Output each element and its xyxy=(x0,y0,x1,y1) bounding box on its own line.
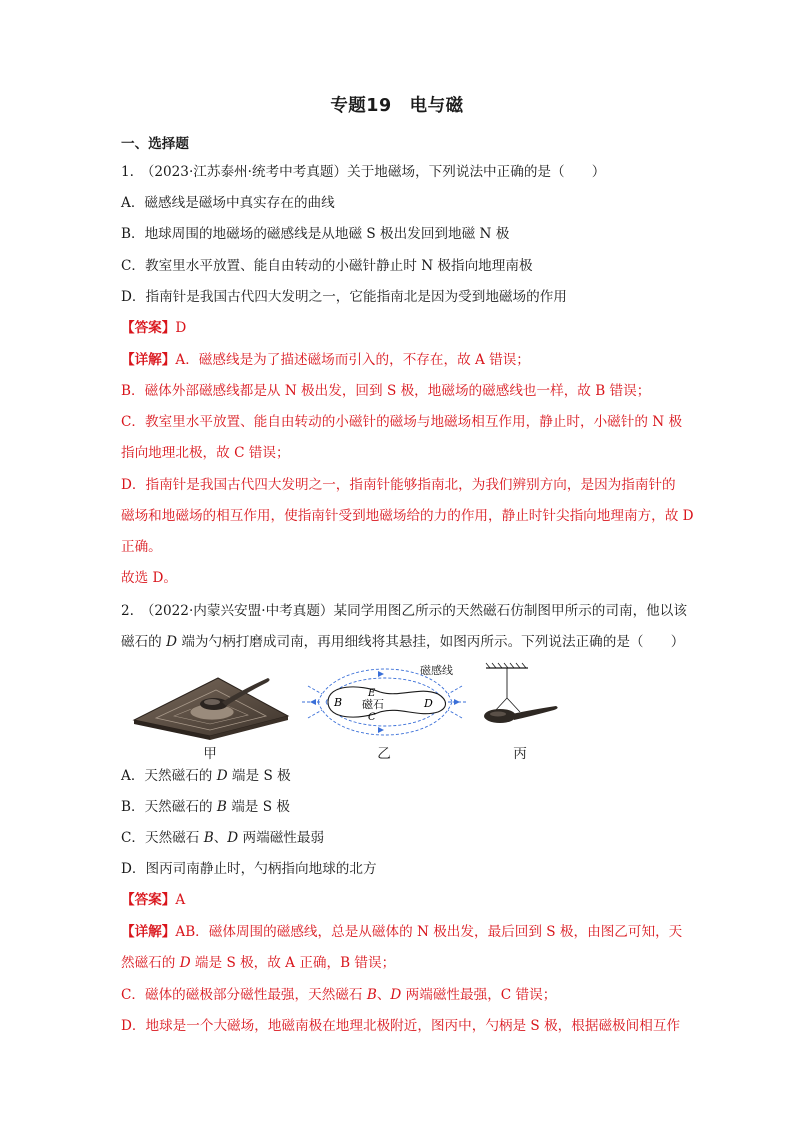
q2-detail-line-2 xyxy=(121,953,395,973)
q2-option-c-post: 两端磁性最弱 xyxy=(238,830,325,846)
figure-jia-sinan xyxy=(126,660,294,742)
q2-detail2-b: 端是 S 极，故 A 正确，B 错误； xyxy=(190,955,396,971)
q1-detail-line-4: 指向地理北极，故 C 错误； xyxy=(121,445,290,461)
q1-option-c: C．教室里水平放置、能自由转动的小磁针静止时 N 极指向地理南极 xyxy=(121,258,533,274)
q2-answer-value: A xyxy=(175,892,186,908)
q2-detail-text-1: AB．磁体周围的磁感线，总是从磁体的 N 极出发，最后回到 S 极，由图乙可知，天 xyxy=(175,924,683,940)
q2-option-a xyxy=(121,766,291,786)
q2-option-c-mid: 、 xyxy=(213,830,228,846)
q1-detail-line-3: C．教室里水平放置、能自由转动的小磁针的磁场与地磁场相互作用，静止时，小磁针的 N 极 xyxy=(121,414,683,430)
q1-detail-tag: 【详解】 xyxy=(121,352,176,368)
q2-option-b-var: B xyxy=(216,799,227,815)
q1-option-d: D．指南针是我国古代四大发明之一，它能指南北是因为受到地磁场的作用 xyxy=(121,289,567,305)
q1-detail-line-6: 磁场和地磁场的相互作用，使指南针受到地磁场给的力的作用，静止时针尖指向地理南方，故 D xyxy=(121,508,694,524)
q2-detail3-var2: D xyxy=(390,987,402,1003)
figure-caption-jia: 甲 xyxy=(203,746,217,762)
q2-option-a-post: 端是 S 极 xyxy=(227,768,291,784)
q2-option-d: D．图丙司南静止时，勺柄指向地球的北方 xyxy=(121,861,377,877)
label-e: E xyxy=(368,688,376,699)
figure-caption-bing: 丙 xyxy=(513,746,527,762)
q1-stem: 1. （2023·江苏泰州·统考中考真题）关于地磁场，下列说法中正确的是（ ） xyxy=(121,164,606,180)
q2-option-c-pre: C．天然磁石 xyxy=(121,830,204,846)
q2-option-b xyxy=(121,797,290,817)
figure-yi-lodestone xyxy=(300,660,470,742)
section-heading: 一、选择题 xyxy=(121,136,189,152)
q1-detail-line-7: 正确。 xyxy=(121,539,162,555)
q2-stem-line-2 xyxy=(121,632,684,652)
q1-detail-line-5: D．指南针是我国古代四大发明之一，指南针能够指南北，为我们辨别方向，是因为指南针的 xyxy=(121,477,676,493)
q2-detail-line-1 xyxy=(121,922,682,942)
q2-detail3-mid: 、 xyxy=(376,987,391,1003)
q2-detail2-var: D xyxy=(179,955,191,971)
page-title: 专题19 电与磁 xyxy=(330,96,464,116)
q2-detail-tag: 【详解】 xyxy=(121,924,176,940)
q1-conclusion: 故选 D。 xyxy=(121,570,178,586)
q2-option-a-pre: A．天然磁石的 xyxy=(121,768,217,784)
q2-option-c xyxy=(121,828,324,848)
label-field-lines: 磁感线 xyxy=(420,664,453,677)
label-b: B xyxy=(334,696,343,709)
q1-answer xyxy=(121,318,186,338)
q2-detail2-a: 然磁石的 xyxy=(121,955,180,971)
label-c: C xyxy=(368,712,376,723)
q1-detail-text-1: A．磁感线是为了描述磁场而引入的，不存在，故 A 错误； xyxy=(175,352,530,368)
q2-detail3-a: C．磁体的磁极部分磁性最强，天然磁石 xyxy=(121,987,367,1003)
q2-stem-var-d: D xyxy=(166,634,178,650)
figure-bing-hanging-spoon xyxy=(470,660,570,742)
q1-answer-value: D xyxy=(175,320,187,336)
q2-option-a-var: D xyxy=(216,768,228,784)
q2-answer-tag: 【答案】 xyxy=(121,892,176,908)
q1-option-a: A．磁感线是磁场中真实存在的曲线 xyxy=(121,195,335,211)
q2-stem-text-b: 端为勺柄打磨成司南，再用细线将其悬挂，如图丙所示。下列说法正确的是（ ） xyxy=(177,634,685,650)
q2-option-b-post: 端是 S 极 xyxy=(226,799,290,815)
q2-answer xyxy=(121,890,185,910)
label-stone: 磁石 xyxy=(362,698,384,711)
q2-detail3-b: 两端磁性最强，C 错误； xyxy=(401,987,557,1003)
q2-option-c-var1: B xyxy=(203,830,214,846)
q2-detail-line-4: D．地球是一个大磁场，地磁南极在地理北极附近，图丙中，勺柄是 S 极，根据磁极间相互作 xyxy=(121,1018,681,1034)
q2-detail3-var1: B xyxy=(366,987,377,1003)
q1-option-b: B．地球周围的地磁场的磁感线是从地磁 S 极出发回到地磁 N 极 xyxy=(121,226,510,242)
q2-stem-text-a: 磁石的 xyxy=(121,634,167,650)
q2-option-c-var2: D xyxy=(227,830,239,846)
q1-detail-line-2: B．磁体外部磁感线都是从 N 极出发，回到 S 极，地磁场的磁感线也一样，故 B 错误； xyxy=(121,383,651,399)
q1-answer-tag: 【答案】 xyxy=(121,320,176,336)
q2-detail-line-3 xyxy=(121,985,556,1005)
q2-stem-line-1: 2. （2022·内蒙兴安盟·中考真题）某同学用图乙所示的天然磁石仿制图甲所示的司南，他以该 xyxy=(121,603,687,619)
q2-option-b-pre: B．天然磁石的 xyxy=(121,799,217,815)
figure-caption-yi: 乙 xyxy=(377,746,391,762)
q1-detail-line-1 xyxy=(121,350,530,370)
label-d: D xyxy=(424,697,433,710)
